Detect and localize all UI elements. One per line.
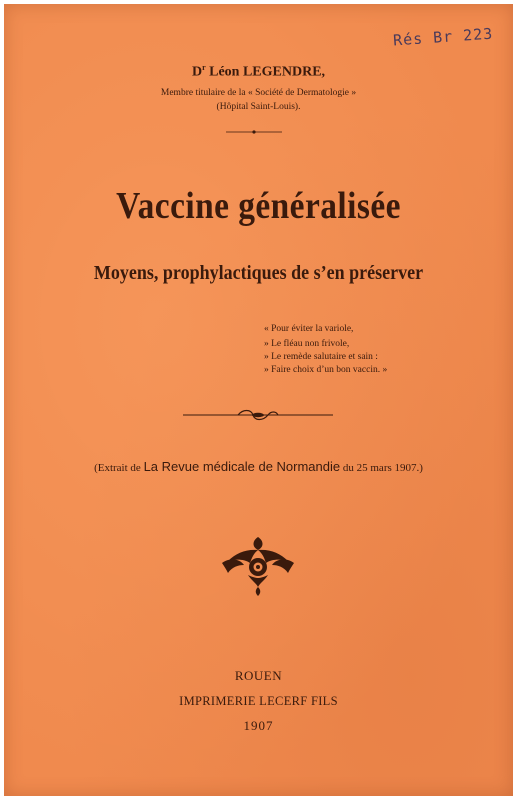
imprint-city: ROUEN (234, 668, 283, 683)
rule-ornament-icon (226, 128, 282, 136)
extract-before: (Extrait de (94, 462, 144, 474)
imprint-year: 1907 (243, 718, 274, 733)
flourish-rule-icon (183, 408, 333, 422)
affiliation-line-2: (Hôpital Saint-Louis). (216, 102, 301, 112)
epigraph-line: » Faire choix d’un bon vaccin. » (264, 365, 388, 375)
epigraph-line: » Le fléau non frivole, (264, 339, 350, 349)
extract-after: du 25 mars 1907.) (340, 462, 423, 474)
epigraph-line: « Pour éviter la variole, (264, 324, 354, 334)
fleuron-ornament-icon (218, 535, 298, 597)
epigraph-line: » Le remède salutaire et sain : (264, 352, 378, 362)
extract-note (0, 459, 517, 474)
author-prefix: D (191, 64, 203, 80)
subtitle: Moyens, prophylactiques de s’en préserver (93, 262, 424, 284)
affiliation-line-1: Membre titulaire de la « Société de Dermatologie » (160, 88, 357, 98)
author-name: Léon LEGENDRE, (209, 64, 326, 80)
main-title: Vaccine généralisée (116, 185, 401, 227)
author-prefix-sup: r (202, 63, 206, 72)
author-line (0, 63, 517, 81)
handwritten-shelfmark: Rés Br 223 (392, 24, 494, 50)
journal-name: La Revue médicale de Normandie (143, 459, 341, 474)
imprint-printer: IMPRIMERIE LECERF FILS (179, 694, 338, 708)
